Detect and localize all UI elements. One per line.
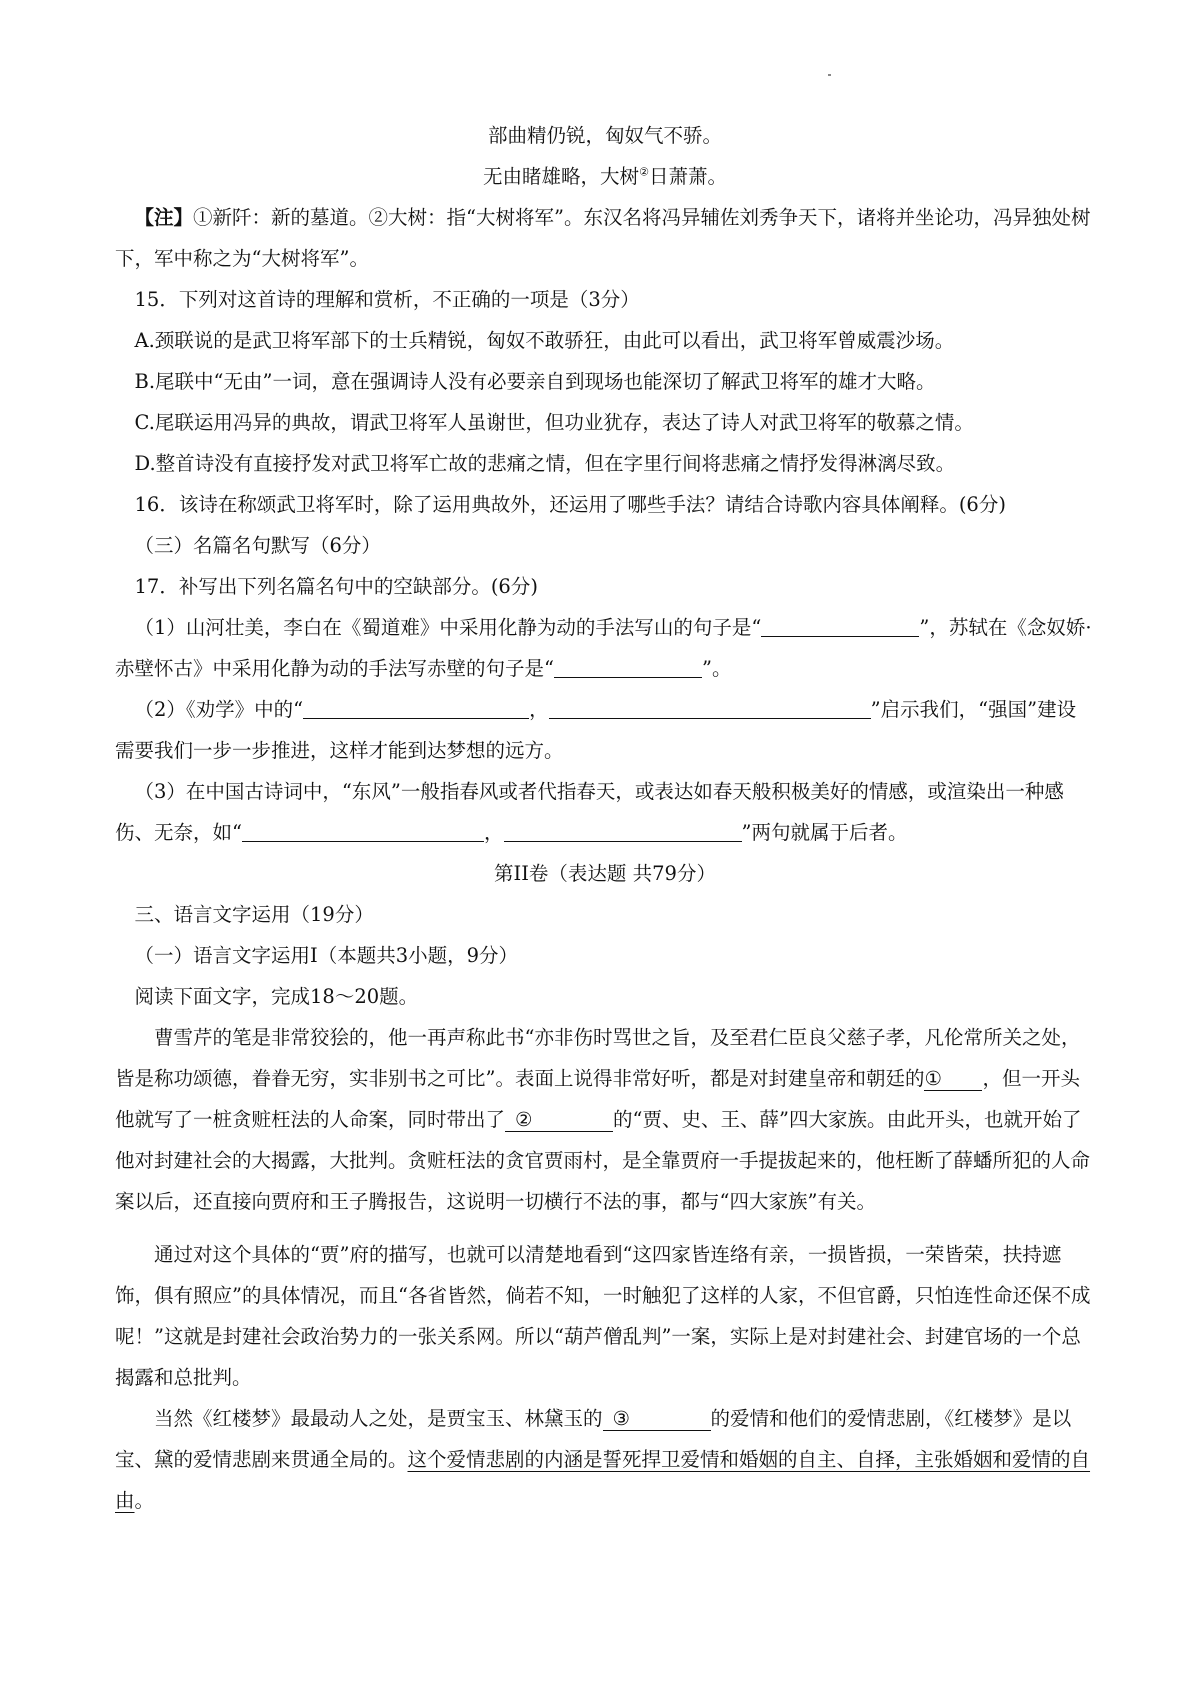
answer-blank[interactable] (303, 696, 529, 719)
answer-blank[interactable] (504, 819, 742, 842)
q17-1-text-b: ”，苏轼在《念奴娇·赤壁怀古》中采用化静为动的手法写赤壁的句子是“ (115, 616, 1092, 680)
underlined-sentence: 这个爱情悲剧的内涵是誓死捍卫爱情和婚姻的自主、自择，主张婚姻和爱情的自由 (115, 1448, 1091, 1512)
reading-instruction: 阅读下面文字，完成18～20题。 (134, 985, 419, 1008)
q17-2-text-c: ”启示我们，“强国”建设需要我们一步一步推进，这样才能到达梦想的远方。 (115, 698, 1077, 762)
passage-p3-a: 当然《红楼梦》最最动人之处，是贾宝玉、林黛玉的 (154, 1407, 603, 1430)
passage-blank-1[interactable]: ① (924, 1068, 982, 1091)
question-15-option-a: A.颈联说的是武卫将军部下的士兵精锐，匈奴不敢骄狂，由此可以看出，武卫将军曾威震沙场。 (134, 329, 955, 352)
question-15-option-b: B.尾联中“无由”一词，意在强调诗人没有必要亲自到现场也能深切了解武卫将军的雄才大略。 (134, 370, 936, 393)
q17-3-text-b: ， (483, 821, 504, 844)
note-text: ①新阡：新的墓道。②大树：指“大树将军”。东汉名将冯异辅佐刘秀争天下，诸将并坐论功，冯异独处树下，军中称之为“大树将军”。 (115, 206, 1091, 270)
answer-blank[interactable] (242, 819, 484, 842)
passage-blank-2[interactable]: ② (505, 1109, 613, 1132)
poem-line-2 (115, 156, 1095, 197)
poem-line-2-b: 日萧萧。 (648, 165, 727, 188)
passage-p1-a: 曹雪芹的笔是非常狡狯的，他一再声称此书“亦非伤时骂世之旨，及至君仁臣良父慈子孝，凡伦常所关之处，皆是称功颂德，眷眷无穷，实非别书之可比”。表面上说得非常好听，都是对封建皇帝和朝廷的 (115, 1026, 1081, 1090)
part-2-title: 第II卷（表达题 共79分） (494, 862, 716, 885)
exam-page (115, 115, 1095, 1521)
question-15-stem: 15．下列对这首诗的理解和赏析，不正确的一项是（3分） (134, 288, 640, 311)
passage-paragraph-3 (115, 1398, 1095, 1521)
note-label: 【注】 (134, 206, 194, 229)
question-17-item-3 (115, 771, 1095, 853)
passage-p3-b: 的爱情和他们的爱情悲剧，《红楼梦》是以宝、黛的爱情悲剧来贯通全局的。 (115, 1407, 1072, 1471)
question-16: 16．该诗在称颂武卫将军时，除了运用典故外，还运用了哪些手法？请结合诗歌内容具体阐释。(6分) (134, 493, 1006, 516)
passage-p3-end: 。 (134, 1489, 155, 1512)
q17-2-text-b: ， (529, 698, 549, 721)
q17-1-text-c: ”。 (701, 657, 732, 680)
answer-blank[interactable] (549, 696, 871, 719)
question-17-item-2 (115, 689, 1095, 771)
poem-note (115, 197, 1095, 279)
passage-blank-3[interactable]: ③ (603, 1408, 711, 1431)
q17-3-text-c: ”两句就属于后者。 (741, 821, 908, 844)
poem-line-2-a: 无由睹雄略，大树 (483, 165, 640, 188)
part-3-subheading: （一）语言文字运用I（本题共3小题，9分） (134, 944, 519, 967)
answer-blank[interactable] (761, 614, 919, 637)
question-15-option-c: C.尾联运用冯异的典故，谓武卫将军人虽谢世，但功业犹存，表达了诗人对武卫将军的敬慕之情。 (134, 411, 974, 434)
q17-3-text-a: （3）在中国古诗词中，“东风”一般指春风或者代指春天，或表达如春天般积极美好的情感，或渲染出一种感伤、无奈，如“ (115, 780, 1064, 844)
section-heading-memorization: （三）名篇名句默写（6分） (134, 534, 381, 557)
question-15-option-d: D.整首诗没有直接抒发对武卫将军亡故的悲痛之情，但在字里行间将悲痛之情抒发得淋漓尽致。 (134, 452, 956, 475)
question-17-item-1 (115, 607, 1095, 689)
passage-paragraph-1 (115, 1017, 1095, 1222)
q17-2-text-a: （2）《劝学》中的“ (134, 698, 304, 721)
passage-p1-c: 的“贾、史、王、薛”四大家族。由此开头，也就开始了他对封建社会的大揭露，大批判。贪赃枉法的贪官贾雨村，是全靠贾府一手提拔起来的，他枉断了薛蟠所犯的人命案以后，还直接向贾府和王子腾报告，这说明一切横行不法的事，都与“四大家族”有关。 (115, 1108, 1091, 1213)
passage-paragraph-2: 通过对这个具体的“贾”府的描写，也就可以清楚地看到“这四家皆连络有亲，一损皆损，一荣皆荣，扶持遮饰，俱有照应”的具体情况，而且“各省皆然，倘若不知，一时触犯了这样的人家，不但官爵，只怕连性命还保不成呢！”这就是封建社会政治势力的一张关系网。所以“葫芦僧乱判”一案，实际上是对封建社会、封建官场的一个总揭露和总批判。 (115, 1243, 1091, 1389)
q17-1-text-a: （1）山河壮美，李白在《蜀道难》中采用化静为动的手法写山的句子是“ (134, 616, 762, 639)
footnote-marker: ② (639, 165, 649, 179)
question-17-stem: 17．补写出下列名篇名句中的空缺部分。(6分) (134, 575, 538, 598)
passage-p1-b: ，但一开头他就写了一桩贪赃枉法的人命案，同时带出了 (115, 1067, 1080, 1131)
answer-blank[interactable] (554, 655, 702, 678)
part-3-heading: 三、语言文字运用（19分） (134, 903, 374, 926)
poem-line-1: 部曲精仍锐，匈奴气不骄。 (487, 124, 722, 147)
page-mark (828, 74, 831, 76)
